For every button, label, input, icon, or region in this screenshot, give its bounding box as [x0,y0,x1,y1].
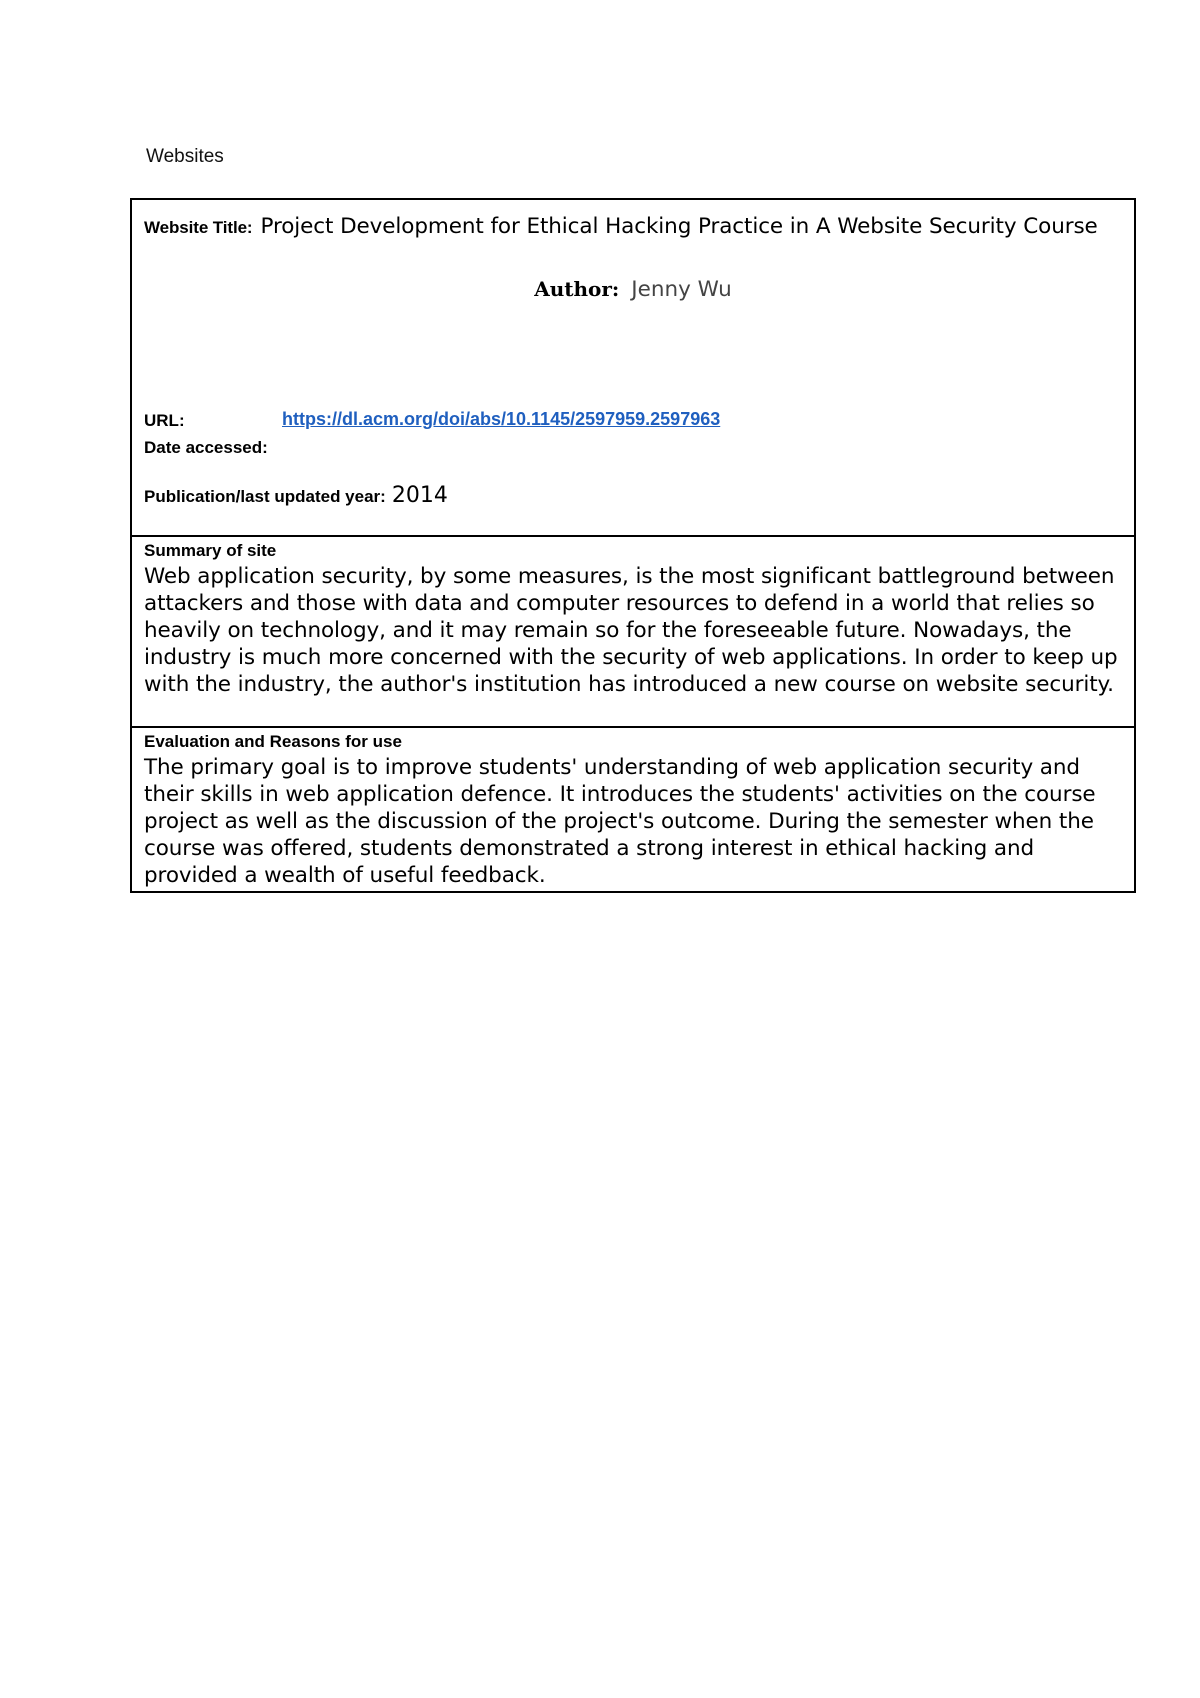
evaluation-text: The primary goal is to improve students' understanding of web application security and their skills in web application defence. It introduces the students' activities on the course project as well as the discussion of the project's outcome. During the semester when the course was offered, students demonstrated a strong interest in ethical hacking and provided a wealth of useful feedback. [144,755,1096,888]
evaluation-label: Evaluation and Reasons for use [144,732,402,751]
author-line [132,277,1134,302]
publication-year-value: 2014 [391,483,448,508]
website-entry-table [130,198,1136,893]
website-title-block [144,213,1104,241]
publication-year-line [144,483,448,508]
url-link[interactable]: https://dl.acm.org/doi/abs/10.1145/2597959.2597963 [282,409,721,429]
date-accessed-line [144,438,268,458]
website-title-value: Project Development for Ethical Hacking Practice in A Website Security Course [260,214,1098,239]
website-info-cell [132,200,1134,537]
url-label: URL: [144,411,185,430]
evaluation-cell [132,728,1134,891]
summary-text: Web application security, by some measures, is the most significant battleground between attackers and those with data and computer resources to defend in a world that relies so heavily on technology, and it may remain so for the foreseeable future. Nowadays, the industry is much more concerned with the security of web applications. In order to keep up with the industry, the author's institution has introduced a new course on website security. [144,564,1118,697]
author-value: Jenny Wu [631,277,732,302]
author-label: Author: [534,277,620,301]
date-accessed-label: Date accessed: [144,438,268,457]
publication-year-label: Publication/last updated year: [144,487,386,506]
url-line [144,409,721,431]
summary-label: Summary of site [144,541,277,560]
website-title-label: Website Title: [144,218,253,237]
page-heading: Websites [146,146,224,167]
summary-cell [132,537,1134,728]
